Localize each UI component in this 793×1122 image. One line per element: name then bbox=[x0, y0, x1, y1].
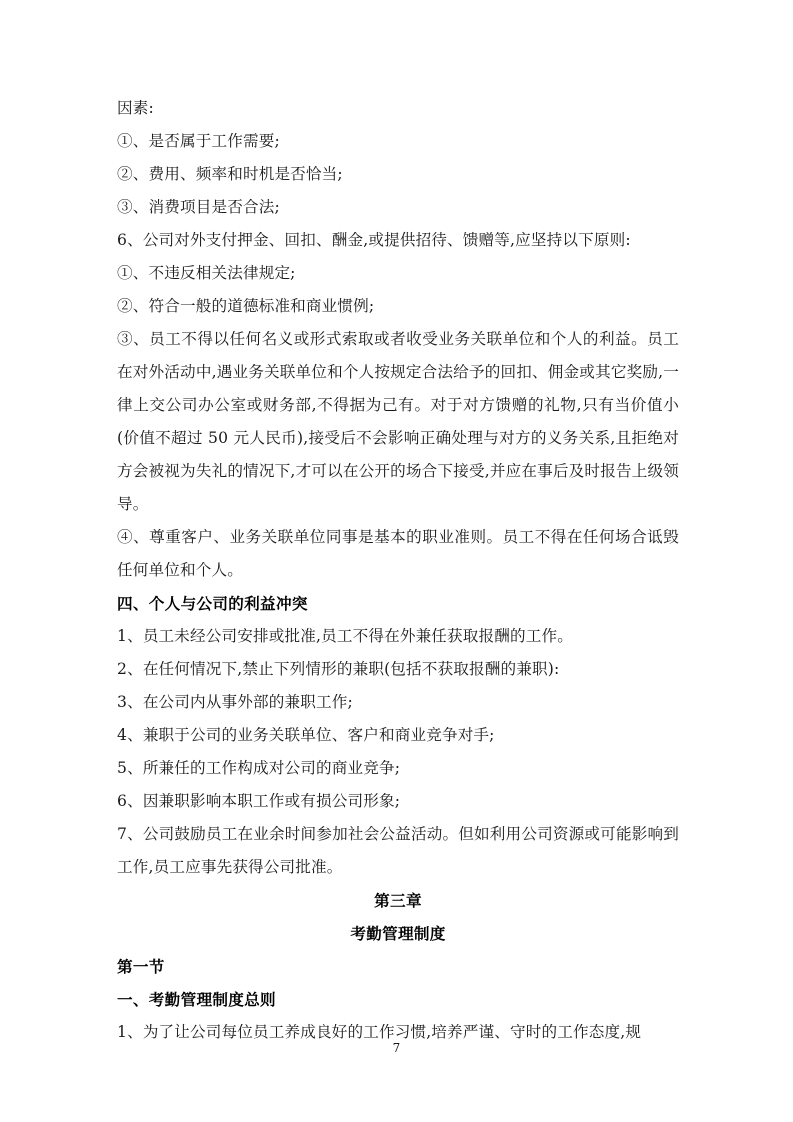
paragraph-factors-label: 因素: bbox=[117, 99, 154, 117]
document-text-column bbox=[117, 92, 679, 1049]
list-item-1-attendance-purpose: 1、为了让公司每位员工养成良好的工作习惯,培养严谨、守时的工作态度,规 bbox=[117, 1023, 642, 1041]
list-item-6-payments: 6、公司对外支付押金、回扣、酬金,或提供招待、馈赠等,应坚持以下原则: bbox=[117, 231, 631, 249]
list-item-circled-3: ③、消费项目是否合法; bbox=[117, 198, 280, 216]
heading-chapter-three: 第三章 bbox=[374, 891, 422, 910]
list-item-1-no-outside-work: 1、员工未经公司安排或批准,员工不得在外兼任获取报酬的工作。 bbox=[117, 627, 574, 645]
heading-attendance-system: 考勤管理制度 bbox=[350, 924, 446, 943]
list-item-circled-4-respect: ④、尊重客户、业务关联单位同事是基本的职业准则。员工不得在任何场合诋毁任何单位和个人。 bbox=[117, 528, 679, 579]
list-item-2-prohibited-cases: 2、在任何情况下,禁止下列情形的兼职(包括不获取报酬的兼职): bbox=[117, 660, 560, 678]
list-item-circled-3-benefits: ③、员工不得以任何名义或形式索取或者收受业务关联单位和个人的利益。员工在对外活动中,遇业务关联单位和个人按规定合法给予的回扣、佣金或其它奖励,一律上交公司办公室或财务部,不得据为己有。对于对方馈赠的礼物,只有当价值小(价值不超过 50 元人民币),接受后不会影响正确处理与对方的义务关系,且拒绝对方会被视为失礼的情况下,才可以在公开的场合下接受,并应在事后及时报告上级领导。 bbox=[117, 330, 679, 513]
list-item-6-image-damage: 6、因兼职影响本职工作或有损公司形象; bbox=[117, 792, 401, 810]
list-item-circled-2-ethics: ②、符合一般的道德标准和商业惯例; bbox=[117, 297, 375, 315]
list-item-5-business-competition: 5、所兼任的工作构成对公司的商业竞争; bbox=[117, 759, 401, 777]
heading-section-one: 第一节 bbox=[117, 957, 165, 976]
list-item-circled-1: ①、是否属于工作需要; bbox=[117, 132, 280, 150]
list-item-circled-1-legal: ①、不违反相关法律规定; bbox=[117, 264, 296, 282]
list-item-circled-2: ②、费用、频率和时机是否恰当; bbox=[117, 165, 343, 183]
list-item-7-public-welfare: 7、公司鼓励员工在业余时间参加社会公益活动。但如利用公司资源或可能影响到工作,员工应事先获得公司批准。 bbox=[117, 825, 679, 876]
heading-section-four: 四、个人与公司的利益冲突 bbox=[117, 594, 308, 613]
heading-attendance-principles: 一、考勤管理制度总则 bbox=[117, 990, 276, 1009]
list-item-4-competitors: 4、兼职于公司的业务关联单位、客户和商业竞争对手; bbox=[117, 726, 495, 744]
list-item-3-internal-moonlight: 3、在公司内从事外部的兼职工作; bbox=[117, 693, 353, 711]
page-number: 7 bbox=[392, 1041, 401, 1055]
